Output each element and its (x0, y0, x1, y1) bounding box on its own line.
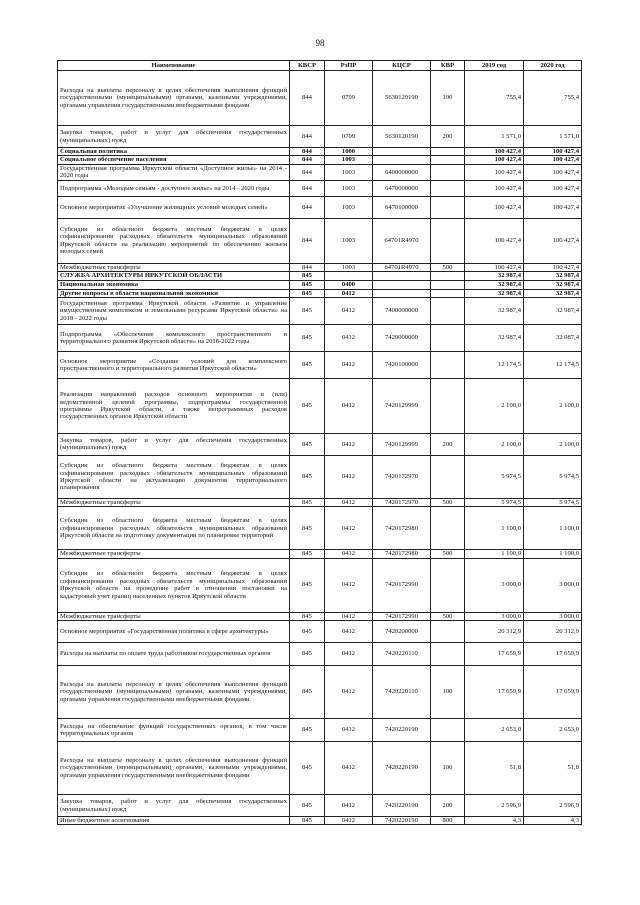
cell-rzpr: 0412 (325, 550, 373, 558)
table-row (58, 71, 582, 126)
cell-name: Межбюджетные трансферты (58, 550, 290, 558)
cell-rzpr: 1003 (325, 180, 373, 196)
table-row (58, 719, 582, 742)
table-row (58, 324, 582, 351)
table-row (58, 351, 582, 378)
cell-2020: 12 174,5 (524, 351, 582, 378)
cell-2020: 100 427,4 (524, 263, 582, 271)
cell-2020: 17 659,9 (524, 643, 582, 666)
cell-kvr: 100 (431, 71, 465, 126)
cell-name: Государственная программа Иркутской области «Доступное жилье» на 2014 - 2020 годы (58, 164, 290, 180)
cell-2020: 100 427,4 (524, 164, 582, 180)
table-row (58, 281, 582, 289)
table-row (58, 263, 582, 271)
cell-kvr: 100 (431, 666, 465, 719)
cell-name: Субсидии из областного бюджета местным бюджетам в целях софинансирования расходных обязательств муниципальных образований Иркутской области на проведение работ в отношении постановки на кадастровый учет границ населенных пунктов Иркутской области (58, 558, 290, 612)
table-row (58, 289, 582, 297)
cell-kcsr: 7420220190 (373, 817, 431, 825)
cell-kvr: 800 (431, 817, 465, 825)
cell-kcsr: 6470100000 (373, 196, 431, 218)
cell-2019: 1 100,0 (465, 507, 524, 550)
cell-kcsr (373, 281, 431, 289)
cell-kvsr: 845 (290, 795, 325, 817)
cell-kvsr: 845 (290, 455, 325, 498)
cell-rzpr: 0412 (325, 558, 373, 612)
table-row (58, 817, 582, 825)
cell-name: Социальная политика (58, 148, 290, 156)
cell-2020: 32 987,4 (524, 281, 582, 289)
cell-kvr (431, 643, 465, 666)
cell-name: Другие вопросы в области национальной экономики (58, 289, 290, 297)
cell-name: Субсидии из областного бюджета местным бюджетам в целях софинансирования расходных обязательств муниципальных образований Иркутской области на подготовку документации по планировке территорий (58, 507, 290, 550)
table-row (58, 621, 582, 643)
cell-kvsr: 845 (290, 817, 325, 825)
cell-2020: 2 100,0 (524, 378, 582, 433)
cell-2019: 12 174,5 (465, 351, 524, 378)
cell-kcsr: 7400000000 (373, 297, 431, 324)
cell-kvsr: 844 (290, 164, 325, 180)
cell-rzpr: 0412 (325, 498, 373, 506)
cell-name: Межбюджетные трансферты (58, 498, 290, 506)
cell-kvr (431, 455, 465, 498)
cell-name: Социальное обеспечение населения (58, 156, 290, 164)
cell-kvsr: 845 (290, 272, 325, 281)
table-row (58, 455, 582, 498)
cell-2019: 100 427,4 (465, 218, 524, 263)
cell-name: Основное мероприятие «Улучшение жилищных условий молодых семей» (58, 196, 290, 218)
cell-kcsr (373, 156, 431, 164)
cell-kvsr: 844 (290, 156, 325, 164)
cell-name: Закупка товаров, работ и услуг для обеспечения государственных (муниципальных) нужд (58, 126, 290, 148)
cell-kvr (431, 289, 465, 297)
cell-kvsr: 845 (290, 719, 325, 742)
cell-2019: 51,8 (465, 742, 524, 795)
cell-kvr: 200 (431, 433, 465, 455)
cell-rzpr: 0412 (325, 455, 373, 498)
cell-kvr: 200 (431, 126, 465, 148)
table-row (58, 126, 582, 148)
cell-kvr (431, 156, 465, 164)
cell-name: Межбюджетные трансферты (58, 263, 290, 271)
cell-kvr: 200 (431, 795, 465, 817)
cell-kcsr: 6470000000 (373, 180, 431, 196)
table-row (58, 156, 582, 164)
cell-2020: 3 000,0 (524, 612, 582, 620)
cell-kcsr: 7420172990 (373, 612, 431, 620)
budget-table (57, 60, 582, 825)
cell-kcsr: 7420220190 (373, 742, 431, 795)
cell-kvsr: 845 (290, 433, 325, 455)
cell-rzpr: 0412 (325, 817, 373, 825)
table-row (58, 180, 582, 196)
table-row (58, 196, 582, 218)
cell-2019: 100 427,4 (465, 180, 524, 196)
cell-kcsr: 7420220110 (373, 666, 431, 719)
header-kvr: КВР (431, 61, 465, 71)
cell-kcsr: 7420172970 (373, 498, 431, 506)
cell-2019: 20 312,9 (465, 621, 524, 643)
cell-kcsr: 7420129999 (373, 378, 431, 433)
cell-2019: 4,3 (465, 817, 524, 825)
cell-kvsr: 844 (290, 180, 325, 196)
cell-2019: 100 427,4 (465, 263, 524, 271)
cell-kvr: 500 (431, 498, 465, 506)
cell-kcsr: 64701R4970 (373, 263, 431, 271)
table-row (58, 218, 582, 263)
cell-2019: 32 987,4 (465, 297, 524, 324)
cell-name: Иные бюджетные ассигнования (58, 817, 290, 825)
cell-kvsr: 845 (290, 666, 325, 719)
cell-2019: 100 427,4 (465, 148, 524, 156)
cell-kvr: 500 (431, 550, 465, 558)
cell-rzpr: 0412 (325, 378, 373, 433)
cell-kvr (431, 164, 465, 180)
cell-name: Подпрограмма «Обеспечение комплексного пространственного и территориального развития Иркутской области» на 2018-2022 годы (58, 324, 290, 351)
cell-2020: 100 427,4 (524, 180, 582, 196)
cell-kvr (431, 196, 465, 218)
cell-2020: 3 000,0 (524, 558, 582, 612)
cell-name: Реализация направлений расходов основного мероприятия и (или) ведомственной целевой программы, подпрограммы государственной программы Иркутской области, а также непрограммных расходов государственных органов Иркутской области (58, 378, 290, 433)
header-rzpr: РзПР (325, 61, 373, 71)
cell-2020: 32 987,4 (524, 289, 582, 297)
cell-kvr: 500 (431, 612, 465, 620)
cell-kvsr: 845 (290, 324, 325, 351)
cell-name: Межбюджетные трансферты (58, 612, 290, 620)
cell-kvsr: 845 (290, 643, 325, 666)
cell-kvsr: 845 (290, 507, 325, 550)
cell-kvr (431, 148, 465, 156)
cell-name: Расходы на выплаты персоналу в целях обеспечения выполнения функций государственными (муниципальными) органами, казенными учреждениями, органами управления государственными внебюджетными фондами (58, 666, 290, 719)
cell-2019: 5 974,5 (465, 455, 524, 498)
cell-2020: 5 974,5 (524, 455, 582, 498)
cell-rzpr: 0412 (325, 433, 373, 455)
cell-kvr (431, 272, 465, 281)
cell-name: Основное мероприятие «Создание условий для комплексного пространственного и территориального развития Иркутской области» (58, 351, 290, 378)
cell-name: Расходы на выплаты по оплате труда работников государственных органов (58, 643, 290, 666)
cell-kcsr: 7420172990 (373, 558, 431, 612)
cell-name: Расходы на выплаты персоналу в целях обеспечения выполнения функций государственными (муниципальными) органами, казенными учреждениями, органами управления государственными внебюджетными фондами (58, 742, 290, 795)
cell-2020: 100 427,4 (524, 196, 582, 218)
cell-2019: 5 974,5 (465, 498, 524, 506)
cell-2019: 32 987,4 (465, 281, 524, 289)
cell-kvsr: 845 (290, 281, 325, 289)
cell-rzpr: 0412 (325, 507, 373, 550)
cell-rzpr: 0412 (325, 643, 373, 666)
cell-kvr (431, 297, 465, 324)
cell-rzpr: 0412 (325, 297, 373, 324)
header-kvsr: КВСР (290, 61, 325, 71)
cell-2019: 32 987,4 (465, 289, 524, 297)
cell-rzpr: 1003 (325, 263, 373, 271)
cell-2020: 100 427,4 (524, 218, 582, 263)
cell-2020: 1 571,0 (524, 126, 582, 148)
cell-2020: 20 312,9 (524, 621, 582, 643)
cell-2020: 2 596,9 (524, 795, 582, 817)
table-row (58, 433, 582, 455)
table-row (58, 148, 582, 156)
cell-name: Закупка товаров, работ и услуг для обеспечения государственных (муниципальных) нужд (58, 795, 290, 817)
cell-kvsr: 845 (290, 378, 325, 433)
cell-rzpr: 0412 (325, 666, 373, 719)
cell-2020: 1 100,0 (524, 550, 582, 558)
cell-rzpr: 0412 (325, 324, 373, 351)
cell-2020: 17 659,9 (524, 666, 582, 719)
cell-kcsr: 6400000000 (373, 164, 431, 180)
cell-kvsr: 845 (290, 621, 325, 643)
cell-kvsr: 844 (290, 263, 325, 271)
cell-kcsr (373, 272, 431, 281)
cell-kcsr: 7420129999 (373, 433, 431, 455)
cell-2020: 755,4 (524, 71, 582, 126)
cell-kcsr: 7420220190 (373, 795, 431, 817)
cell-kcsr: 7420172970 (373, 455, 431, 498)
cell-rzpr: 1003 (325, 196, 373, 218)
cell-kcsr: 7420172980 (373, 550, 431, 558)
cell-2019: 32 987,4 (465, 324, 524, 351)
cell-kvsr: 845 (290, 558, 325, 612)
cell-rzpr: 1003 (325, 164, 373, 180)
cell-kvsr: 844 (290, 196, 325, 218)
cell-rzpr: 0412 (325, 742, 373, 795)
cell-2019: 2 100,0 (465, 378, 524, 433)
table-body (58, 71, 582, 825)
cell-kcsr (373, 148, 431, 156)
cell-kvr: 500 (431, 263, 465, 271)
cell-kvsr: 845 (290, 498, 325, 506)
table-row (58, 164, 582, 180)
cell-kcsr: 5630120190 (373, 126, 431, 148)
cell-2019: 100 427,4 (465, 156, 524, 164)
table-row (58, 378, 582, 433)
cell-2020: 32 987,4 (524, 297, 582, 324)
cell-2019: 2 596,9 (465, 795, 524, 817)
cell-kvr (431, 558, 465, 612)
header-year-2019: 2019 год (465, 61, 524, 71)
table-row (58, 666, 582, 719)
cell-rzpr: 0709 (325, 71, 373, 126)
cell-2020: 5 974,5 (524, 498, 582, 506)
table-row (58, 550, 582, 558)
cell-kvr (431, 218, 465, 263)
cell-name: Субсидии из областного бюджета местным бюджетам в целях софинансирования расходных обязательств муниципальных образований Иркутской области на актуализацию документов территориального планирования (58, 455, 290, 498)
cell-name: Подпрограмма «Молодым семьям - доступное жилье» на 2014 - 2020 годы (58, 180, 290, 196)
cell-2019: 100 427,4 (465, 164, 524, 180)
cell-rzpr: 0412 (325, 795, 373, 817)
cell-2019: 1 571,0 (465, 126, 524, 148)
cell-2019: 2 653,0 (465, 719, 524, 742)
cell-kvr: 100 (431, 742, 465, 795)
cell-2020: 4,3 (524, 817, 582, 825)
cell-name: Субсидии из областного бюджета местным бюджетам в целях софинансирования расходных обязательств муниципальных образований Иркутской области на реализацию мероприятий по обеспечению жильем молодых семей (58, 218, 290, 263)
cell-kcsr: 64701R4970 (373, 218, 431, 263)
cell-kvsr: 844 (290, 71, 325, 126)
cell-kcsr: 7420172980 (373, 507, 431, 550)
cell-kvsr: 845 (290, 612, 325, 620)
cell-kvr (431, 507, 465, 550)
header-kcsr: КЦСР (373, 61, 431, 71)
table-row (58, 297, 582, 324)
table-row (58, 612, 582, 620)
cell-2019: 3 000,0 (465, 558, 524, 612)
cell-rzpr: 1003 (325, 156, 373, 164)
cell-rzpr (325, 272, 373, 281)
cell-2019: 2 100,0 (465, 433, 524, 455)
header-name: Наименование (58, 61, 290, 71)
cell-2019: 32 987,4 (465, 272, 524, 281)
cell-rzpr: 1000 (325, 148, 373, 156)
cell-kvr (431, 378, 465, 433)
cell-kvsr: 845 (290, 550, 325, 558)
cell-name: Закупка товаров, работ и услуг для обеспечения государственных (муниципальных) нужд (58, 433, 290, 455)
cell-kvr (431, 351, 465, 378)
cell-rzpr: 0412 (325, 351, 373, 378)
cell-kvsr: 845 (290, 289, 325, 297)
cell-name: Государственная программа Иркутской области «Развитие и управление имущественным комплексом и земельными ресурсами Иркутской области» на 2018 - 2022 годы (58, 297, 290, 324)
cell-kvsr: 845 (290, 742, 325, 795)
cell-kvsr: 844 (290, 218, 325, 263)
cell-rzpr: 1003 (325, 218, 373, 263)
cell-kcsr: 7420100000 (373, 351, 431, 378)
cell-rzpr: 0709 (325, 126, 373, 148)
table-row (58, 643, 582, 666)
cell-name: Расходы на выплаты персоналу в целях обеспечения выполнения функций государственными (муниципальными) органами, казенными учреждениями, органами управления государственными внебюджетными фондами (58, 71, 290, 126)
cell-2019: 17 659,9 (465, 666, 524, 719)
cell-2019: 3 000,0 (465, 612, 524, 620)
cell-2020: 51,8 (524, 742, 582, 795)
cell-kvsr: 844 (290, 148, 325, 156)
cell-name: Расходы на обеспечение функций государственных органов, в том числе территориальных органов (58, 719, 290, 742)
cell-2020: 1 100,0 (524, 507, 582, 550)
table-header-row (58, 61, 582, 71)
cell-name: Основное мероприятие «Государственная политика в сфере архитектуры» (58, 621, 290, 643)
cell-kvr (431, 180, 465, 196)
table-row (58, 507, 582, 550)
table-row (58, 272, 582, 281)
cell-kvsr: 845 (290, 297, 325, 324)
cell-kvr (431, 281, 465, 289)
cell-2020: 32 987,4 (524, 272, 582, 281)
page-number: 98 (315, 38, 325, 48)
table-row (58, 558, 582, 612)
cell-name: Национальная экономика (58, 281, 290, 289)
table-row (58, 498, 582, 506)
cell-kcsr (373, 289, 431, 297)
cell-2020: 32 987,4 (524, 324, 582, 351)
cell-kvr (431, 324, 465, 351)
cell-kvr (431, 719, 465, 742)
cell-2019: 755,4 (465, 71, 524, 126)
cell-2019: 17 659,9 (465, 643, 524, 666)
cell-2020: 2 100,0 (524, 433, 582, 455)
cell-kvsr: 844 (290, 126, 325, 148)
cell-2020: 2 653,0 (524, 719, 582, 742)
cell-rzpr: 0412 (325, 621, 373, 643)
cell-2020: 100 427,4 (524, 156, 582, 164)
cell-kvr (431, 621, 465, 643)
cell-name: СЛУЖБА АРХИТЕКТУРЫ ИРКУТСКОЙ ОБЛАСТИ (58, 272, 290, 281)
cell-rzpr: 0400 (325, 281, 373, 289)
cell-kvsr: 845 (290, 351, 325, 378)
cell-kcsr: 5630120190 (373, 71, 431, 126)
cell-kcsr: 7420200000 (373, 621, 431, 643)
cell-rzpr: 0412 (325, 289, 373, 297)
table-row (58, 795, 582, 817)
cell-rzpr: 0412 (325, 612, 373, 620)
cell-rzpr: 0412 (325, 719, 373, 742)
header-year-2020: 2020 год (524, 61, 582, 71)
cell-2020: 100 427,4 (524, 148, 582, 156)
cell-kcsr: 7420000000 (373, 324, 431, 351)
cell-2019: 1 100,0 (465, 550, 524, 558)
table-row (58, 742, 582, 795)
cell-kcsr: 7420220190 (373, 719, 431, 742)
cell-2019: 100 427,4 (465, 196, 524, 218)
cell-kcsr: 7420220110 (373, 643, 431, 666)
